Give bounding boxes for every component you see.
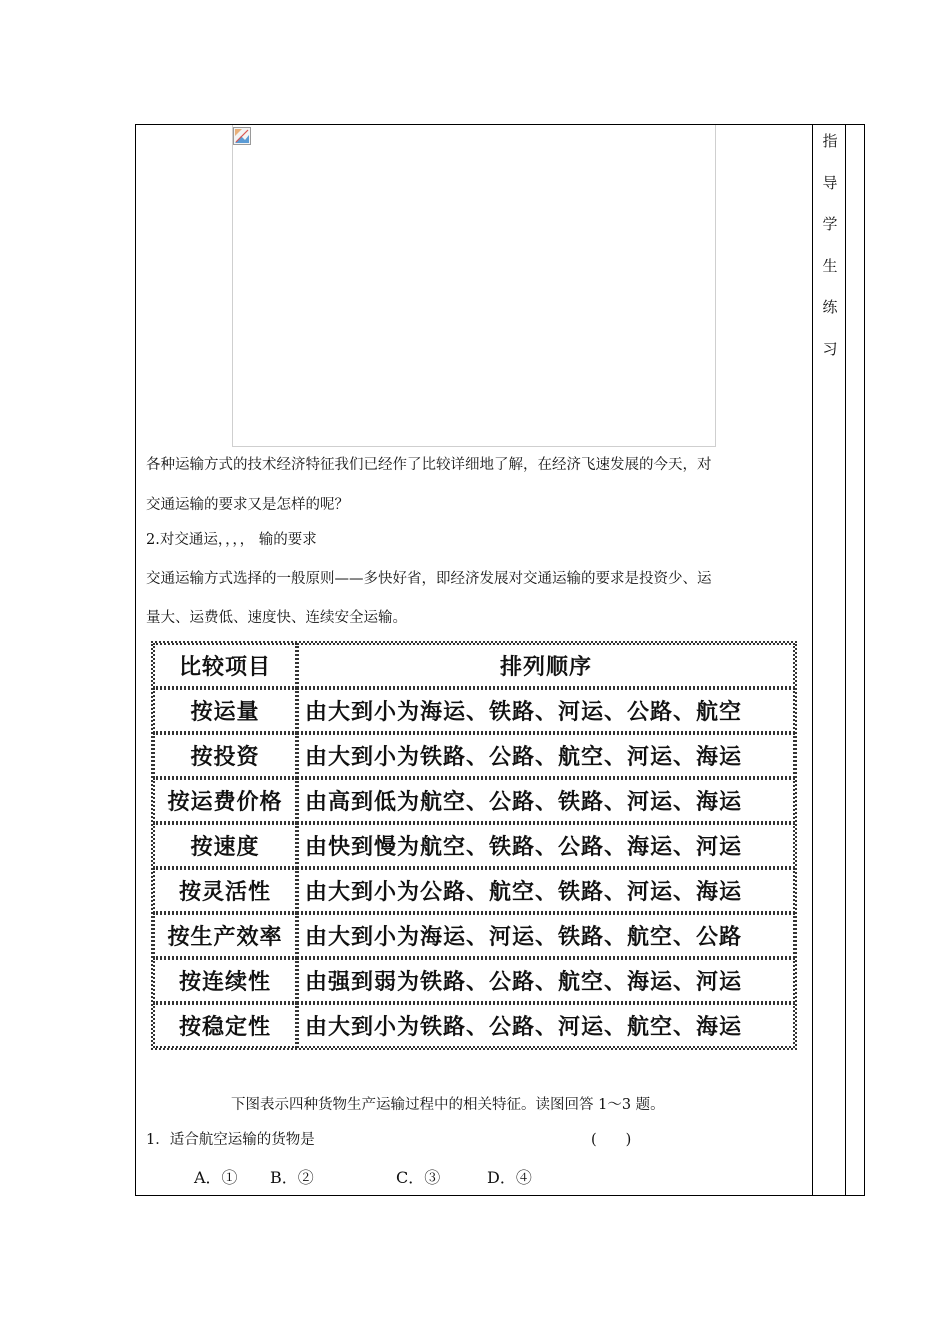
paragraph-line: 量大、运费低、速度快、连续安全运输。 bbox=[146, 610, 407, 626]
table-cell: 由大到小为铁路、公路、航空、河运、海运 bbox=[297, 733, 795, 778]
table-cell: 按稳定性 bbox=[153, 1003, 297, 1048]
table-cell: 按生产效率 bbox=[153, 913, 297, 958]
table-row bbox=[153, 913, 795, 958]
table-row bbox=[153, 688, 795, 733]
table-cell: 由快到慢为航空、铁路、公路、海运、河运 bbox=[297, 823, 795, 868]
option-a: A．① bbox=[194, 1168, 238, 1187]
worksheet-frame bbox=[135, 124, 865, 1196]
paragraph-line: 交通运输的要求又是怎样的呢？ bbox=[146, 497, 349, 513]
paragraph-line: 各种运输方式的技术经济特征我们已经作了比较详细地了解，在经济飞速发展的今天，对 bbox=[146, 457, 712, 473]
side-label-char: 学 bbox=[822, 215, 838, 233]
table-cell: 按灵活性 bbox=[153, 868, 297, 913]
table-row bbox=[153, 778, 795, 823]
table-row bbox=[153, 958, 795, 1003]
broken-image-icon bbox=[233, 127, 251, 145]
answer-bracket: ( ) bbox=[591, 1132, 632, 1148]
side-label-char: 指 bbox=[822, 132, 838, 150]
option-c: C．③ bbox=[396, 1168, 441, 1187]
table-cell: 由高到低为航空、公路、铁路、河运、海运 bbox=[297, 778, 795, 823]
table-cell: 由强到弱为铁路、公路、航空、海运、河运 bbox=[297, 958, 795, 1003]
table-cell: 按投资 bbox=[153, 733, 297, 778]
question-text: 1．适合航空运输的货物是 bbox=[146, 1132, 315, 1148]
table-cell: 由大到小为铁路、公路、河运、航空、海运 bbox=[297, 1003, 795, 1048]
side-label-char: 导 bbox=[822, 173, 838, 192]
table-row bbox=[153, 733, 795, 778]
table-cell: 按速度 bbox=[153, 823, 297, 868]
table-header-cell: 比较项目 bbox=[153, 643, 297, 688]
table-cell: 由大到小为公路、航空、铁路、河运、海运 bbox=[297, 868, 795, 913]
table-header-cell: 排列顺序 bbox=[297, 643, 795, 688]
section-heading: 2.对交通运，，，， 输的要求 bbox=[146, 532, 317, 548]
side-label-column bbox=[813, 131, 847, 380]
table-cell: 按运量 bbox=[153, 688, 297, 733]
table-cell: 由大到小为海运、河运、铁路、航空、公路 bbox=[297, 913, 795, 958]
question-intro: 下图表示四种货物生产运输过程中的相关特征。读图回答 1～3 题。 bbox=[231, 1097, 665, 1113]
table-cell: 按运费价格 bbox=[153, 778, 297, 823]
comparison-table bbox=[151, 641, 797, 1050]
paragraph-line: 交通运输方式选择的一般原则——多快好省，即经济发展对交通运输的要求是投资少、运 bbox=[146, 571, 712, 587]
option-d: D．④ bbox=[487, 1168, 532, 1187]
side-label-char: 练 bbox=[822, 298, 838, 316]
table-row bbox=[153, 868, 795, 913]
table-cell: 按连续性 bbox=[153, 958, 297, 1003]
table-row bbox=[153, 823, 795, 868]
table-cell: 由大到小为海运、铁路、河运、公路、航空 bbox=[297, 688, 795, 733]
side-label-char: 生 bbox=[822, 256, 838, 275]
image-placeholder bbox=[232, 125, 716, 447]
table-header-row bbox=[153, 643, 795, 688]
table-row bbox=[153, 1003, 795, 1048]
side-label-char: 习 bbox=[822, 339, 838, 358]
option-b: B．② bbox=[270, 1168, 314, 1187]
